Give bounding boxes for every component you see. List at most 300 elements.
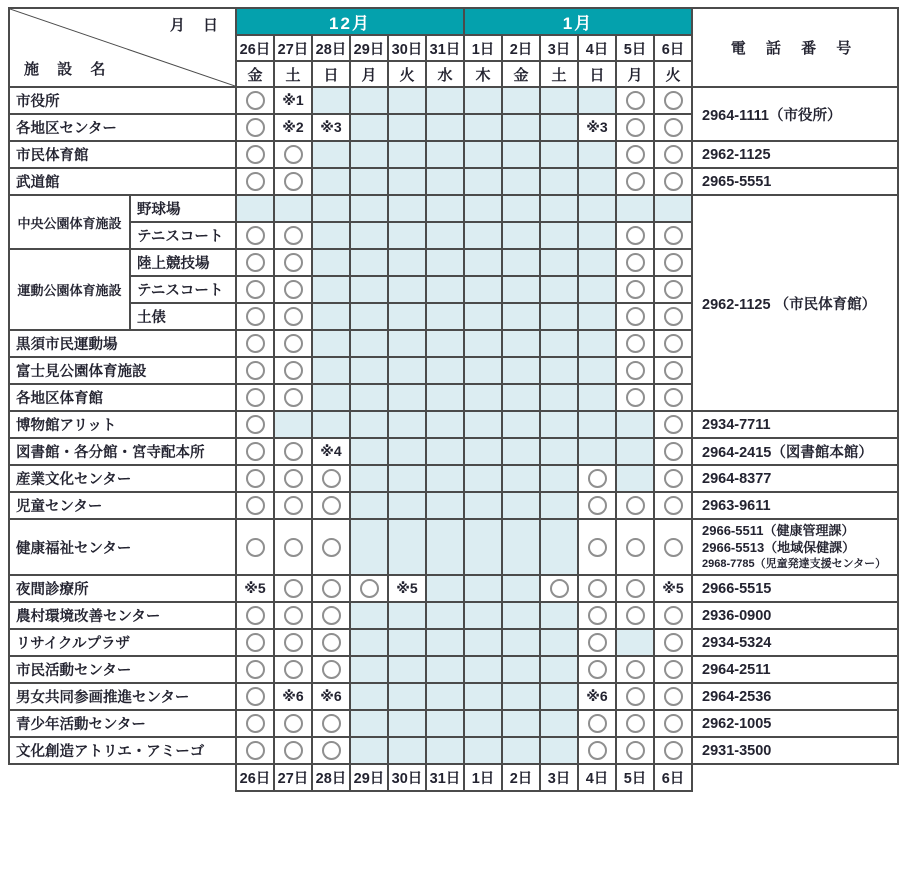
table-row — [9, 602, 898, 629]
open-cell — [578, 710, 616, 737]
phone-cell: 2966-5515 — [692, 575, 898, 602]
closed-cell — [388, 276, 426, 303]
open-circle-icon — [284, 579, 303, 598]
closed-cell — [312, 249, 350, 276]
closed-cell — [502, 683, 540, 710]
open-cell — [236, 330, 274, 357]
closed-cell — [464, 465, 502, 492]
open-cell — [274, 737, 312, 764]
open-circle-icon — [246, 633, 265, 652]
open-cell — [616, 141, 654, 168]
open-cell — [236, 492, 274, 519]
open-circle-icon — [322, 633, 341, 652]
open-circle-icon — [284, 226, 303, 245]
open-circle-icon — [588, 714, 607, 733]
open-circle-icon — [322, 469, 341, 488]
open-circle-icon — [626, 660, 645, 679]
open-cell — [312, 629, 350, 656]
date-header: 31日 — [426, 35, 464, 61]
open-circle-icon — [664, 361, 683, 380]
closed-cell — [540, 629, 578, 656]
closed-cell — [388, 656, 426, 683]
open-circle-icon — [246, 91, 265, 110]
open-circle-icon — [664, 307, 683, 326]
open-cell — [274, 492, 312, 519]
closed-cell — [274, 411, 312, 438]
open-circle-icon — [284, 253, 303, 272]
closed-cell — [426, 438, 464, 465]
closed-cell — [502, 276, 540, 303]
closed-cell — [350, 683, 388, 710]
closed-cell — [502, 114, 540, 141]
note-cell: ※1 — [274, 87, 312, 114]
open-cell — [654, 222, 692, 249]
open-circle-icon — [284, 442, 303, 461]
closed-cell — [426, 656, 464, 683]
closed-cell — [426, 168, 464, 195]
table-row — [9, 737, 898, 764]
phone-number-header: 電 話 番 号 — [692, 8, 898, 87]
closed-cell — [540, 710, 578, 737]
open-circle-icon — [626, 334, 645, 353]
table-row — [9, 141, 898, 168]
note-cell: ※3 — [578, 114, 616, 141]
closed-cell — [388, 87, 426, 114]
facility-name: 黒須市民運動場 — [9, 330, 236, 357]
closed-cell — [502, 141, 540, 168]
corner-label-date: 月 日 — [169, 17, 225, 34]
table-row — [9, 629, 898, 656]
closed-cell — [350, 737, 388, 764]
weekday-header: 土 — [274, 61, 312, 87]
closed-cell — [540, 519, 578, 575]
closed-cell — [388, 683, 426, 710]
open-cell — [312, 737, 350, 764]
closed-cell — [426, 195, 464, 222]
open-circle-icon — [626, 145, 645, 164]
facility-name: 博物館アリット — [9, 411, 236, 438]
closed-cell — [464, 87, 502, 114]
open-cell — [616, 114, 654, 141]
closed-cell — [502, 629, 540, 656]
open-circle-icon — [626, 253, 645, 272]
closed-cell — [350, 87, 388, 114]
open-cell — [616, 330, 654, 357]
closed-cell — [388, 438, 426, 465]
open-cell — [578, 492, 616, 519]
open-circle-icon — [588, 633, 607, 652]
open-circle-icon — [626, 714, 645, 733]
closed-cell — [540, 465, 578, 492]
open-cell — [236, 519, 274, 575]
facility-name: 男女共同参画推進センター — [9, 683, 236, 710]
open-circle-icon — [664, 388, 683, 407]
phone-cell: 2962-1125 （市民体育館） — [692, 195, 898, 411]
open-circle-icon — [626, 361, 645, 380]
table-row — [9, 575, 898, 602]
open-circle-icon — [246, 714, 265, 733]
open-circle-icon — [588, 469, 607, 488]
open-cell — [274, 519, 312, 575]
open-cell — [654, 465, 692, 492]
closed-cell — [426, 384, 464, 411]
open-cell — [616, 683, 654, 710]
closed-cell — [578, 87, 616, 114]
footer-date-label: 2日 — [502, 764, 540, 791]
closed-cell — [464, 222, 502, 249]
closed-cell — [350, 602, 388, 629]
open-cell — [616, 602, 654, 629]
facility-name: 産業文化センター — [9, 465, 236, 492]
closed-cell — [464, 303, 502, 330]
open-cell — [654, 114, 692, 141]
open-circle-icon — [322, 496, 341, 515]
phone-cell: 2934-5324 — [692, 629, 898, 656]
open-circle-icon — [246, 496, 265, 515]
open-circle-icon — [550, 579, 569, 598]
closed-cell — [502, 492, 540, 519]
open-circle-icon — [322, 741, 341, 760]
closed-cell — [654, 195, 692, 222]
facility-name: 図書館・各分館・宮寺配本所 — [9, 438, 236, 465]
weekday-header: 木 — [464, 61, 502, 87]
open-cell — [654, 411, 692, 438]
weekday-header: 土 — [540, 61, 578, 87]
closed-cell — [464, 710, 502, 737]
weekday-header: 金 — [236, 61, 274, 87]
open-circle-icon — [664, 280, 683, 299]
open-cell — [236, 710, 274, 737]
closed-cell — [502, 575, 540, 602]
open-cell — [236, 141, 274, 168]
closed-cell — [464, 438, 502, 465]
open-cell — [236, 411, 274, 438]
open-cell — [274, 438, 312, 465]
footer-date-label: 31日 — [426, 764, 464, 791]
closed-cell — [426, 249, 464, 276]
closed-cell — [616, 411, 654, 438]
facility-name: テニスコート — [130, 276, 236, 303]
open-cell — [654, 602, 692, 629]
closed-cell — [426, 575, 464, 602]
open-circle-icon — [284, 361, 303, 380]
closed-cell — [350, 330, 388, 357]
closed-cell — [388, 168, 426, 195]
open-circle-icon — [246, 307, 265, 326]
open-cell — [274, 222, 312, 249]
closed-cell — [540, 222, 578, 249]
note-cell: ※6 — [312, 683, 350, 710]
closed-cell — [540, 683, 578, 710]
open-circle-icon — [322, 606, 341, 625]
open-cell — [312, 575, 350, 602]
closed-cell — [388, 330, 426, 357]
open-circle-icon — [284, 388, 303, 407]
phone-cell: 2963-9611 — [692, 492, 898, 519]
note-cell: ※5 — [236, 575, 274, 602]
open-circle-icon — [246, 226, 265, 245]
open-cell — [312, 519, 350, 575]
closed-cell — [502, 195, 540, 222]
closed-cell — [616, 438, 654, 465]
closed-cell — [578, 276, 616, 303]
closed-cell — [502, 87, 540, 114]
open-circle-icon — [284, 714, 303, 733]
open-cell — [274, 357, 312, 384]
closed-cell — [388, 357, 426, 384]
facility-name: 青少年活動センター — [9, 710, 236, 737]
open-circle-icon — [626, 741, 645, 760]
open-circle-icon — [664, 415, 683, 434]
table-row — [9, 492, 898, 519]
closed-cell — [312, 222, 350, 249]
phone-cell: 2962-1125 — [692, 141, 898, 168]
closed-cell — [464, 629, 502, 656]
closed-cell — [502, 519, 540, 575]
closed-cell — [502, 710, 540, 737]
note-cell: ※2 — [274, 114, 312, 141]
closed-cell — [616, 195, 654, 222]
open-cell — [654, 303, 692, 330]
closed-cell — [388, 710, 426, 737]
phone-cell: 2964-2536 — [692, 683, 898, 710]
open-cell — [654, 656, 692, 683]
phone-cell: 2931-3500 — [692, 737, 898, 764]
phone-cell: 2964-1111（市役所） — [692, 87, 898, 141]
phone-line: 2966-5513（地域保健課） — [702, 539, 856, 555]
table-row — [9, 195, 898, 222]
note-cell: ※6 — [274, 683, 312, 710]
facility-name: 土俵 — [130, 303, 236, 330]
open-circle-icon — [626, 388, 645, 407]
closed-cell — [350, 222, 388, 249]
closed-cell — [502, 411, 540, 438]
open-circle-icon — [626, 538, 645, 557]
closed-cell — [578, 438, 616, 465]
closed-cell — [578, 249, 616, 276]
table-row — [9, 683, 898, 710]
open-circle-icon — [626, 687, 645, 706]
facility-name: 武道館 — [9, 168, 236, 195]
table-row — [9, 656, 898, 683]
facility-name: リサイクルプラザ — [9, 629, 236, 656]
open-cell — [274, 575, 312, 602]
open-circle-icon — [246, 118, 265, 137]
closed-cell — [540, 656, 578, 683]
open-circle-icon — [246, 469, 265, 488]
open-cell — [274, 384, 312, 411]
open-cell — [578, 602, 616, 629]
closed-cell — [578, 195, 616, 222]
open-circle-icon — [284, 606, 303, 625]
phone-cell: 2934-7711 — [692, 411, 898, 438]
open-cell — [236, 249, 274, 276]
closed-cell — [388, 602, 426, 629]
open-cell — [540, 575, 578, 602]
open-circle-icon — [588, 660, 607, 679]
open-circle-icon — [664, 145, 683, 164]
closed-cell — [388, 411, 426, 438]
closed-cell — [502, 656, 540, 683]
open-cell — [616, 357, 654, 384]
open-circle-icon — [664, 714, 683, 733]
closed-cell — [350, 465, 388, 492]
open-circle-icon — [664, 741, 683, 760]
closed-cell — [578, 303, 616, 330]
footer-date-label: 28日 — [312, 764, 350, 791]
weekday-header: 日 — [578, 61, 616, 87]
open-cell — [654, 438, 692, 465]
note-cell: ※5 — [388, 575, 426, 602]
closed-cell — [540, 114, 578, 141]
closed-cell — [312, 87, 350, 114]
closed-cell — [502, 384, 540, 411]
facility-name: 農村環境改善センター — [9, 602, 236, 629]
closed-cell — [312, 330, 350, 357]
closed-cell — [426, 87, 464, 114]
footer-date-label: 29日 — [350, 764, 388, 791]
note-cell: ※4 — [312, 438, 350, 465]
open-cell — [616, 87, 654, 114]
open-cell — [236, 656, 274, 683]
open-circle-icon — [664, 633, 683, 652]
closed-cell — [464, 114, 502, 141]
closed-cell — [312, 303, 350, 330]
closed-cell — [578, 168, 616, 195]
closed-cell — [426, 411, 464, 438]
open-cell — [274, 602, 312, 629]
closed-cell — [312, 276, 350, 303]
open-circle-icon — [246, 606, 265, 625]
date-header: 6日 — [654, 35, 692, 61]
closed-cell — [350, 629, 388, 656]
open-circle-icon — [246, 388, 265, 407]
open-circle-icon — [626, 118, 645, 137]
open-cell — [312, 602, 350, 629]
open-cell — [578, 656, 616, 683]
facility-group-name: 中央公園体育施設 — [9, 195, 130, 249]
weekday-header: 火 — [654, 61, 692, 87]
table-row — [9, 168, 898, 195]
facility-group-name: 運動公園体育施設 — [9, 249, 130, 330]
closed-cell — [464, 141, 502, 168]
closed-cell — [426, 303, 464, 330]
closed-cell — [540, 276, 578, 303]
footer-spacer-right — [692, 764, 898, 791]
open-cell — [654, 276, 692, 303]
open-circle-icon — [626, 226, 645, 245]
open-cell — [654, 519, 692, 575]
closed-cell — [350, 384, 388, 411]
closed-cell — [312, 384, 350, 411]
table-row — [9, 710, 898, 737]
open-circle-icon — [626, 307, 645, 326]
open-circle-icon — [284, 172, 303, 191]
open-circle-icon — [246, 253, 265, 272]
open-cell — [274, 629, 312, 656]
open-cell — [236, 357, 274, 384]
open-cell — [274, 465, 312, 492]
closed-cell — [502, 330, 540, 357]
closed-cell — [540, 357, 578, 384]
closed-cell — [464, 737, 502, 764]
closed-cell — [350, 519, 388, 575]
closed-cell — [502, 602, 540, 629]
open-cell — [654, 683, 692, 710]
open-cell — [312, 656, 350, 683]
closed-cell — [312, 357, 350, 384]
closed-cell — [388, 222, 426, 249]
open-circle-icon — [664, 469, 683, 488]
closed-cell — [578, 357, 616, 384]
open-cell — [236, 276, 274, 303]
closed-cell — [388, 737, 426, 764]
closed-cell — [350, 276, 388, 303]
open-circle-icon — [284, 633, 303, 652]
open-circle-icon — [322, 660, 341, 679]
open-cell — [236, 602, 274, 629]
open-circle-icon — [246, 334, 265, 353]
open-circle-icon — [588, 741, 607, 760]
closed-cell — [388, 114, 426, 141]
closed-cell — [426, 114, 464, 141]
phone-line: 2968-7785（児童発達支援センター） — [702, 557, 887, 570]
table-row — [9, 465, 898, 492]
closed-cell — [350, 249, 388, 276]
open-cell — [616, 249, 654, 276]
open-cell — [236, 114, 274, 141]
table-row — [9, 519, 898, 575]
footer-date-label: 5日 — [616, 764, 654, 791]
closed-cell — [502, 357, 540, 384]
open-cell — [654, 330, 692, 357]
open-cell — [616, 303, 654, 330]
weekday-header: 水 — [426, 61, 464, 87]
closed-cell — [464, 384, 502, 411]
open-circle-icon — [284, 741, 303, 760]
open-cell — [236, 168, 274, 195]
open-circle-icon — [322, 579, 341, 598]
closed-cell — [578, 330, 616, 357]
open-circle-icon — [626, 579, 645, 598]
closed-cell — [540, 492, 578, 519]
open-circle-icon — [626, 91, 645, 110]
closed-cell — [350, 411, 388, 438]
closed-cell — [350, 195, 388, 222]
open-circle-icon — [664, 660, 683, 679]
open-circle-icon — [626, 496, 645, 515]
closed-cell — [274, 195, 312, 222]
open-cell — [616, 384, 654, 411]
closed-cell — [312, 411, 350, 438]
closed-cell — [540, 384, 578, 411]
month-header-december: 12月 — [236, 8, 464, 35]
closed-cell — [502, 168, 540, 195]
closed-cell — [312, 195, 350, 222]
open-circle-icon — [246, 172, 265, 191]
closed-cell — [464, 330, 502, 357]
closed-cell — [350, 492, 388, 519]
facility-name: 市民活動センター — [9, 656, 236, 683]
open-cell — [616, 656, 654, 683]
closed-cell — [388, 195, 426, 222]
closed-cell — [350, 357, 388, 384]
open-cell — [236, 384, 274, 411]
footer-date-label: 30日 — [388, 764, 426, 791]
closed-cell — [426, 141, 464, 168]
facility-name: 夜間診療所 — [9, 575, 236, 602]
facility-name: 陸上競技場 — [130, 249, 236, 276]
